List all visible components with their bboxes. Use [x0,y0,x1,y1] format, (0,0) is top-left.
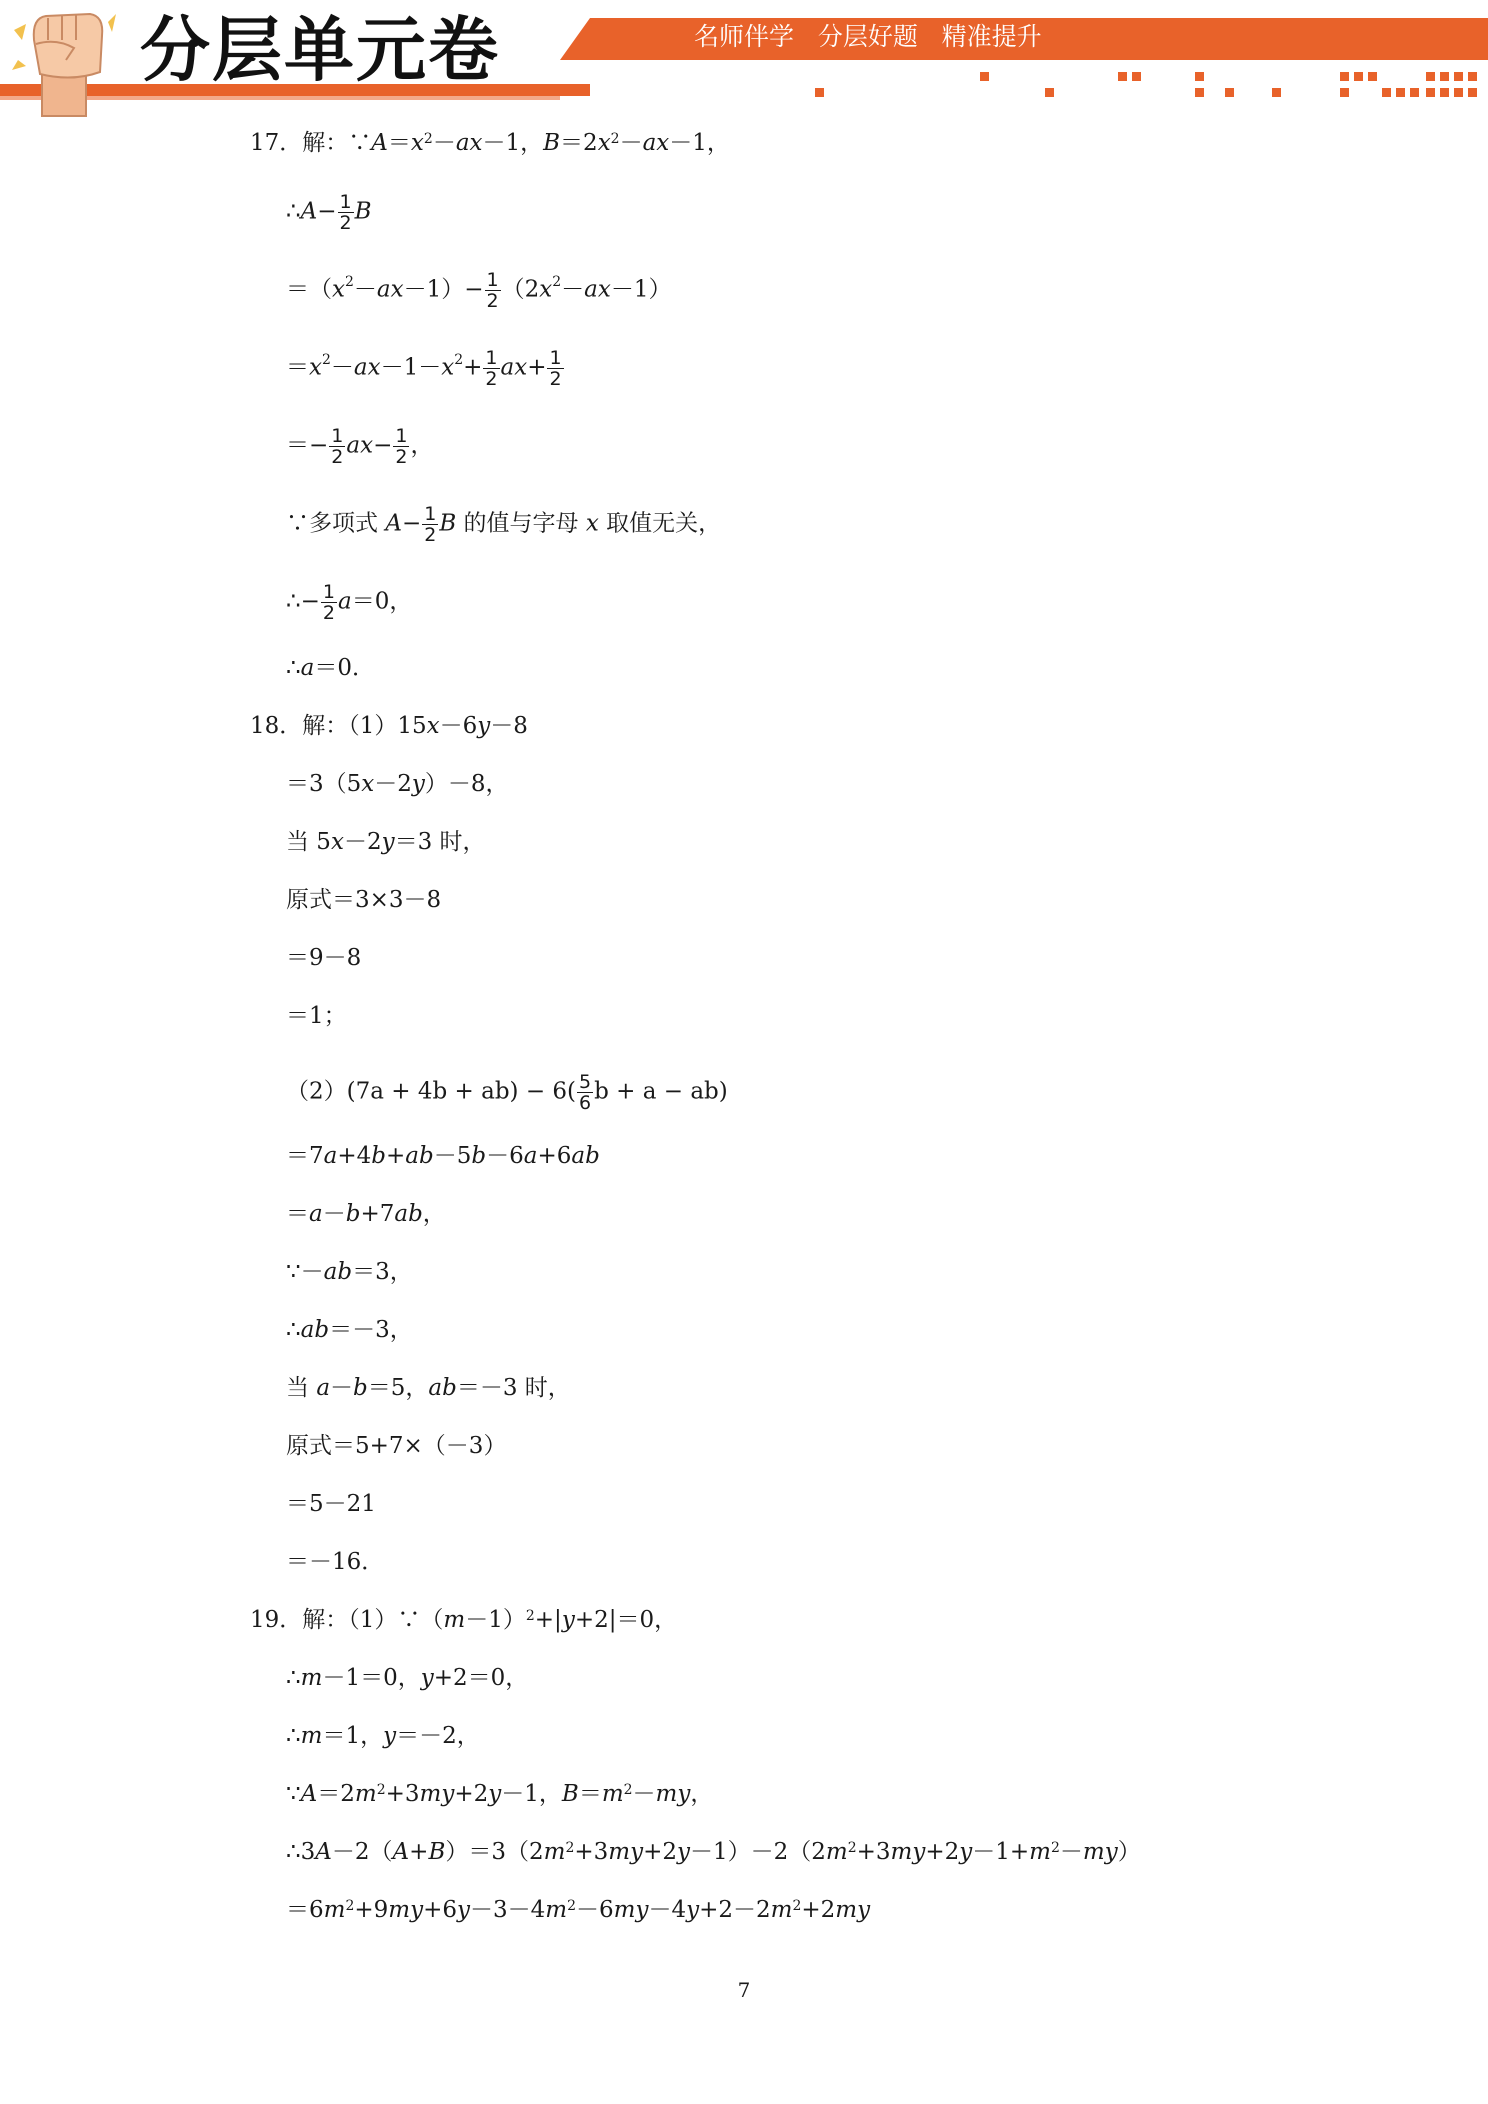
q19-part1-equations: ∴m－1＝0，y+2＝0， [286,1665,529,1691]
fraction: $\frac{1}{2}$ [549,347,562,390]
q18-part2-answer: ＝－16． [286,1549,385,1575]
q19-part1-expand: $=6m^2+9my+6y-3-4m^2-6my-4y+2-2m^2+2my$ [286,1897,871,1923]
q17-step-expand: $=x^2-ax-1-x^2+$ $\frac{1}{2}$ ax+ $\frac{1}{2}$ [286,347,562,390]
fraction: $\frac{1}{2}$ [331,425,344,468]
q19-part1-given: $\because A=2m^2+3my+2y-1$，$B=m^2-my$， [286,1781,714,1807]
raised-fist-icon [12,0,120,118]
q19-part1-values: ∴m＝1，y＝－2， [286,1723,480,1749]
q18-part2-given: ∵－ab＝3， [286,1259,413,1285]
q18-part2-compute: ＝5－21 [286,1491,376,1517]
q19-part1-start: 19．解：$(1)\because(m-1)^2+|y+2|=0$， [250,1607,678,1633]
fraction: $\frac{1}{2}$ [322,581,335,624]
fraction: $\frac{1}{2}$ [424,503,437,546]
q18-part2-substitute: 原式＝5+7×（－3） [286,1433,507,1459]
fraction: $\frac{5}{6}$ [579,1071,592,1114]
page-header [0,0,1488,120]
q18-part2-condition: 当 a－b＝5，ab＝－3 时， [286,1375,571,1401]
q18-part1-factor: ＝3（5x－2y）－8， [286,771,509,797]
q17-step-expression: ∴A− $\frac{1}{2}$ B [286,191,372,234]
fraction: $\frac{1}{2}$ [485,347,498,390]
q17-step-simplify: ＝− $\frac{1}{2}$ ax− $\frac{1}{2}$ ， [286,425,434,468]
q17-condition: ∵多项式 A− $\frac{1}{2}$ B 的值与字母 x 取值无关， [286,503,722,546]
q17-answer: ∴a＝0． [286,655,375,681]
q18-part1-start: 18．解：（1）15x－6y－8 [250,713,528,739]
q18-part1-substitute: 原式＝3×3－8 [286,887,442,913]
q18-part1-condition: 当 5x－2y＝3 时， [286,829,486,855]
q18-part1-answer: ＝1； [286,1003,347,1029]
fraction: $\frac{1}{2}$ [395,425,408,468]
q17-equation: ∴− $\frac{1}{2}$ a＝0， [286,581,413,624]
q17-given: 17．解：$\because A=x^2-ax-1$，$B=2x^2-ax-1$， [250,130,730,156]
q18-part2-derive: ∴ab＝－3， [286,1317,413,1343]
fraction: $\frac{1}{2}$ [486,269,499,312]
q17-step-substitute: $=(x^2-ax-1)-$ $\frac{1}{2}$ $(2x^2-ax-1)$ [286,269,672,312]
q18-part2-expand: ＝7a+4b+ab－5b－6a+6ab [286,1143,600,1169]
fraction: $\frac{1}{2}$ [339,191,352,234]
q18-part2-simplify: ＝a－b+7ab， [286,1201,446,1227]
q18-part1-compute: ＝9－8 [286,945,362,971]
q18-part2-start: （2）(7a + 4b + ab) − 6( $\frac{5}{6}$ b + a − ab) [286,1071,728,1114]
brand-title: 分层单元卷 [140,9,500,91]
page-number: 7 [737,1978,751,2002]
q19-part1-expression: $\therefore 3A-2(A+B)=3(2m^2+3my+2y-1)-2(2m^2+3my+2y-1+m^2-my)$ [286,1839,1141,1865]
slogan-text: 名师伴学 分层好题 精准提升 [694,22,1042,51]
